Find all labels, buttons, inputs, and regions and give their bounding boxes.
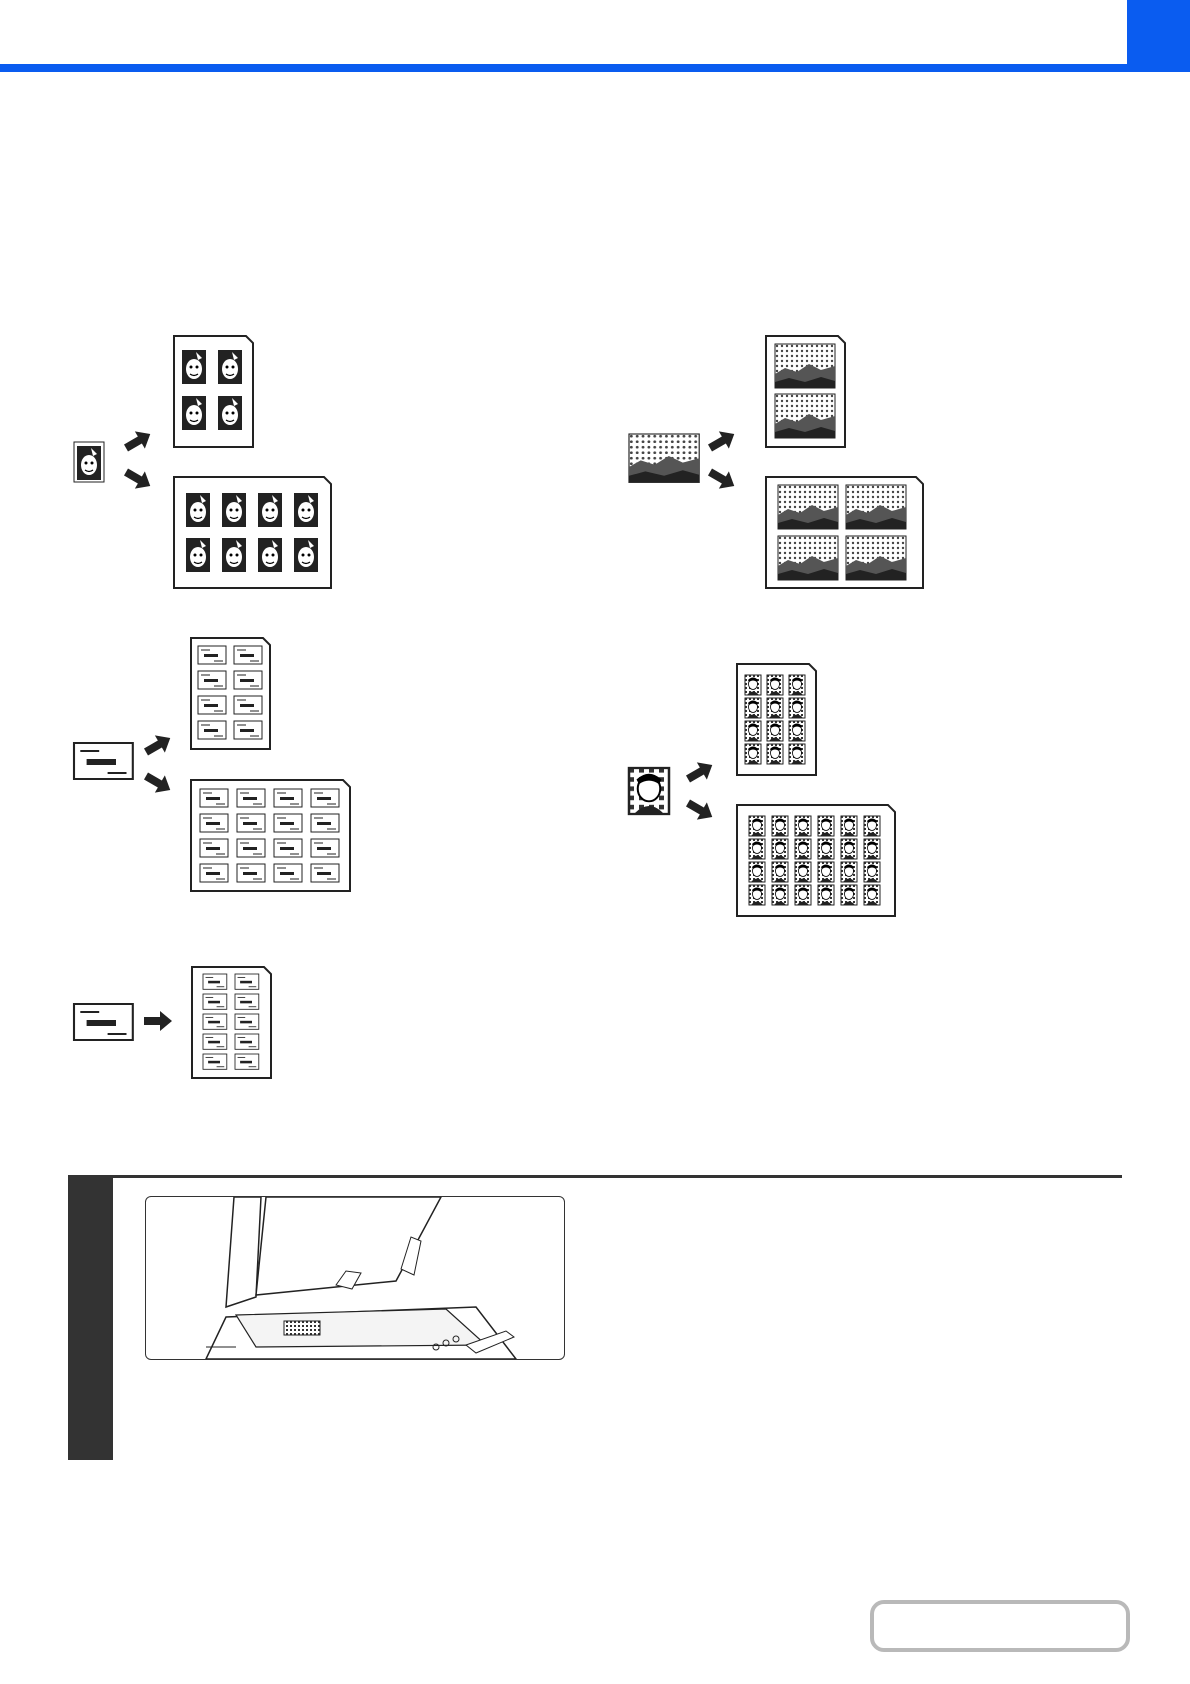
example-card [74, 638, 350, 891]
scanner-illustration [145, 1196, 565, 1360]
example-face-photo [629, 664, 895, 916]
example-landscape-photo [629, 336, 923, 588]
copier-glass-drawing [146, 1197, 564, 1359]
example-portrait-photo [74, 336, 331, 588]
example-card-10up [74, 967, 271, 1078]
contents-button[interactable] [870, 1600, 1130, 1652]
step-number [68, 1175, 113, 1185]
step-divider [113, 1175, 1122, 1178]
step-marker [68, 1175, 113, 1460]
